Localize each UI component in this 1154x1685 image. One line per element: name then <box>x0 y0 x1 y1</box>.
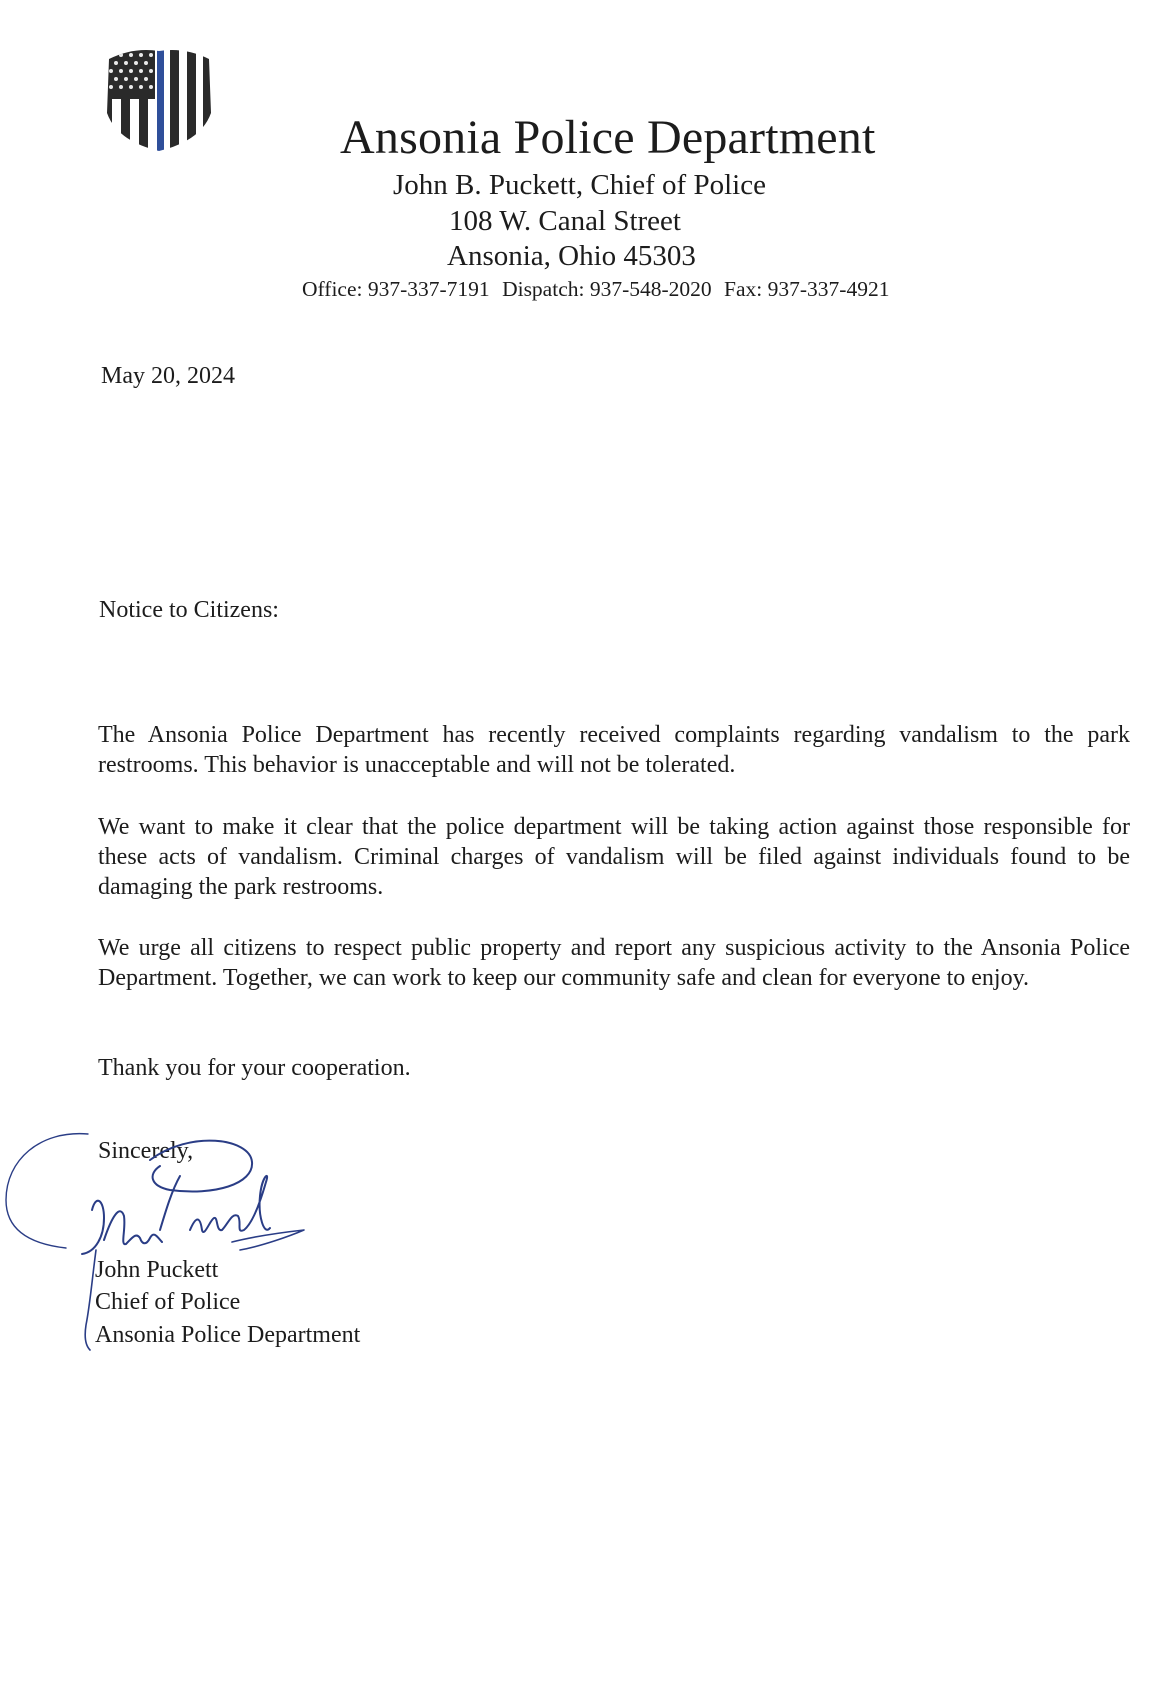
closing: Sincerely, <box>98 1138 194 1164</box>
salutation: Notice to Citizens: <box>99 597 279 623</box>
dispatch-phone: Dispatch: 937-548-2020 <box>502 277 712 301</box>
signer-name: John Puckett <box>95 1257 219 1283</box>
police-badge-logo-icon <box>103 47 215 151</box>
closing-thanks: Thank you for your cooperation. <box>98 1055 411 1081</box>
fax-number: Fax: 937-337-4921 <box>724 277 890 301</box>
body-paragraph-1: The Ansonia Police Department has recently received complaints regarding vandalism to the park restrooms. This behavior is unacceptable and will not be tolerated. <box>98 722 1130 778</box>
body-paragraph-2: We want to make it clear that the police department will be taking action against those responsible for these acts of vandalism. Criminal charges of vandalism will be filed against individuals found to be damaging the park restrooms. <box>98 814 1130 900</box>
signer-department: Ansonia Police Department <box>95 1322 361 1348</box>
office-phone: Office: 937-337-7191 <box>302 277 490 301</box>
department-name: Ansonia Police Department <box>340 111 876 164</box>
letter-date: May 20, 2024 <box>101 363 235 389</box>
city-state-zip: Ansonia, Ohio 45303 <box>447 240 696 272</box>
signer-title: Chief of Police <box>95 1289 241 1315</box>
body-paragraph-3: We urge all citizens to respect public property and report any suspicious activity to the Ansonia Police Department. Together, we can work to keep our community safe and clean for everyone to enjoy. <box>98 935 1130 991</box>
street-address: 108 W. Canal Street <box>449 205 681 237</box>
chief-of-police-line: John B. Puckett, Chief of Police <box>393 169 766 201</box>
contact-numbers <box>302 277 896 302</box>
